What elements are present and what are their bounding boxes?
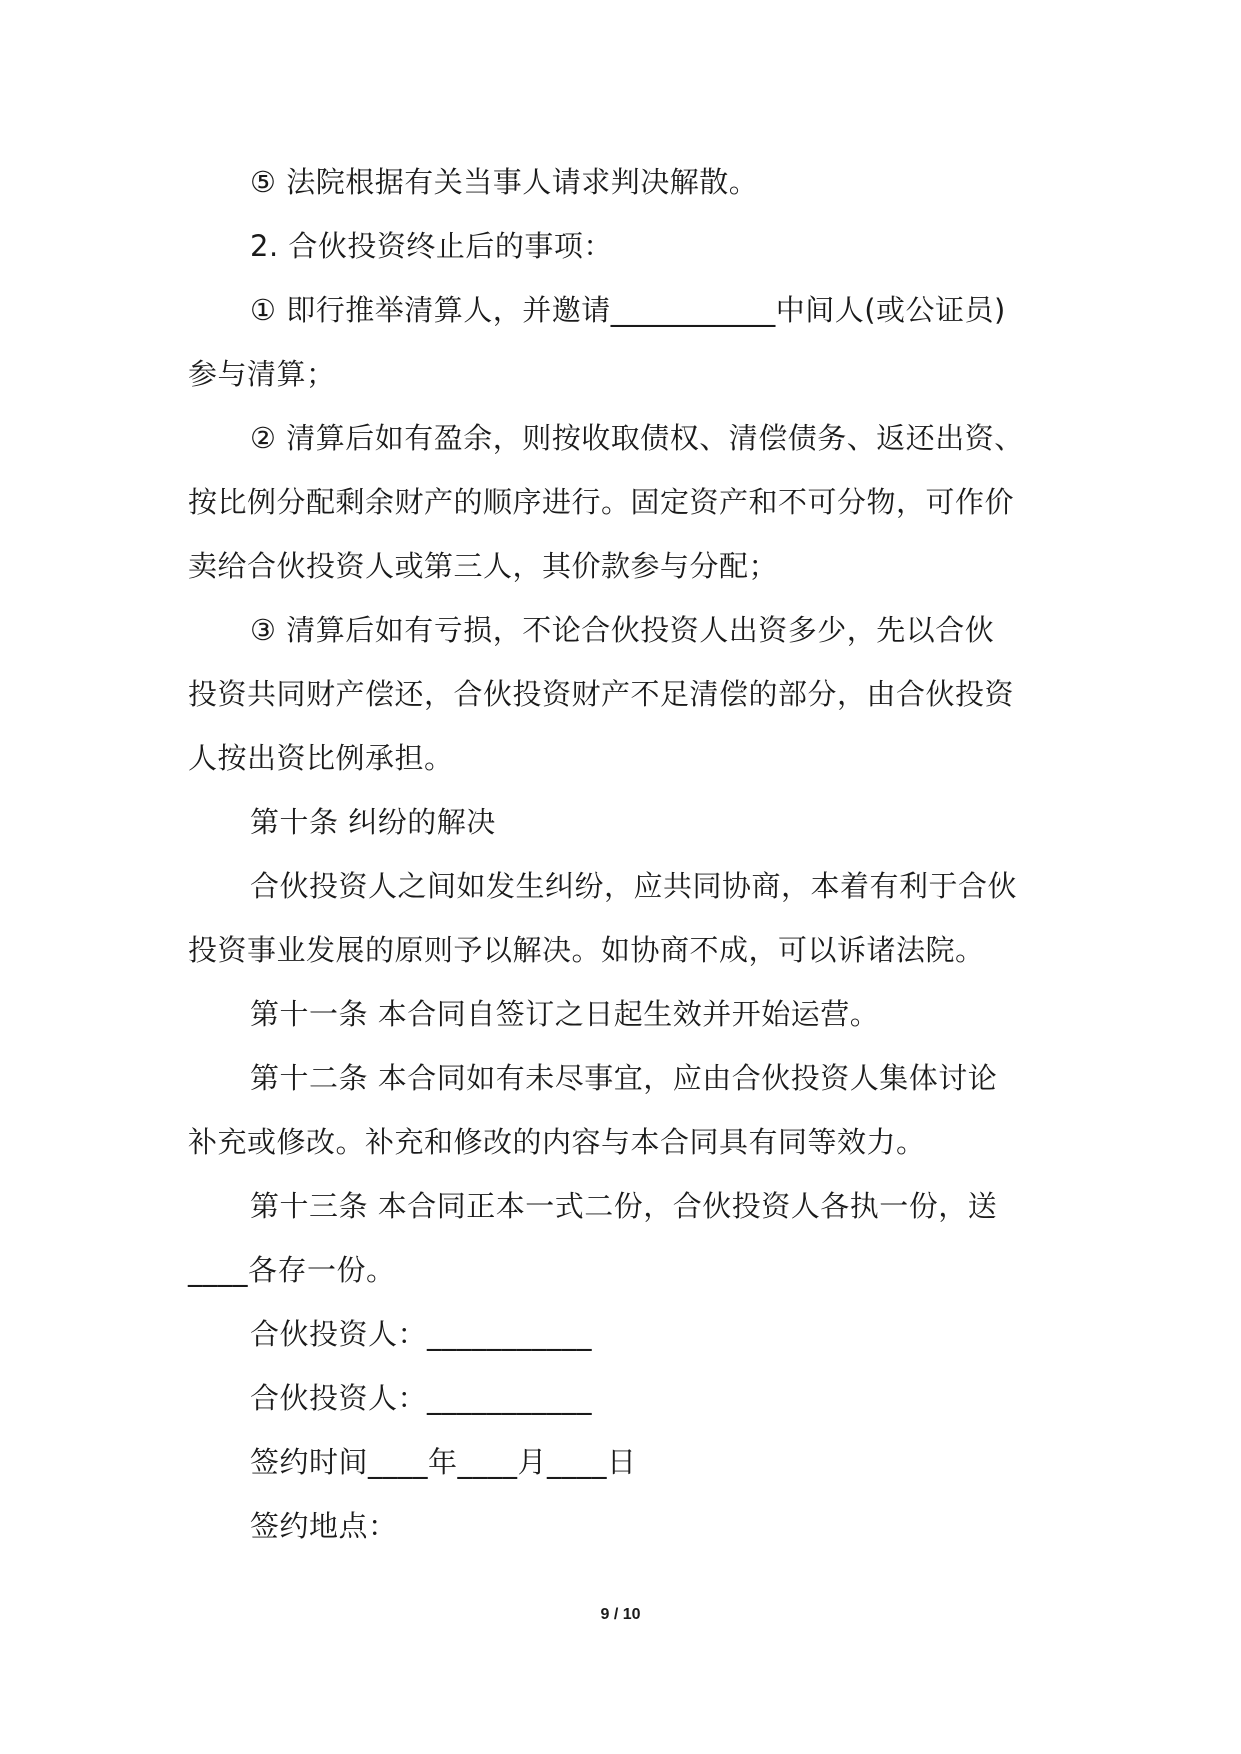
signature-field-investor-2: 合伙投资人：___________ [250,1381,593,1415]
paragraph-line: 投资事业发展的原则予以解决。如协商不成，可以诉诸法院。 [188,933,985,967]
signing-place-field: 签约地点： [250,1509,398,1543]
paragraph-line: ① 即行推举清算人，并邀请___________中间人(或公证员) [250,293,1006,327]
article-line: 第十二条 本合同如有未尽事宜，应由合伙投资人集体讨论 [250,1061,998,1095]
paragraph-line: 合伙投资人之间如发生纠纷，应共同协商，本着有利于合伙 [250,869,1018,903]
paragraph-line: 投资共同财产偿还，合伙投资财产不足清偿的部分，由合伙投资 [188,677,1015,711]
article-heading: 第十条 纠纷的解决 [250,805,496,839]
article-line: 第十一条 本合同自签订之日起生效并开始运营。 [250,997,880,1031]
paragraph-line: ____各存一份。 [188,1253,396,1287]
page-number: 9 / 10 [600,1606,641,1623]
paragraph-line: ② 清算后如有盈余，则按收取债权、清偿债务、返还出资、 [250,421,1024,455]
section-heading-after-termination: 2. 合伙投资终止后的事项： [250,229,613,263]
article-line: 第十三条 本合同正本一式二份，合伙投资人各执一份，送 [250,1189,998,1223]
signature-field-investor-1: 合伙投资人：___________ [250,1317,593,1351]
clause-dissolution-court: ⑤ 法院根据有关当事人请求判决解散。 [250,165,759,199]
paragraph-line: 参与清算； [188,357,336,391]
paragraph-line: 按比例分配剩余财产的顺序进行。固定资产和不可分物，可作价 [188,485,1015,519]
paragraph-line: 卖给合伙投资人或第三人，其价款参与分配； [188,549,779,583]
document-body [188,150,1058,1558]
signing-date-field: 签约时间____年____月____日 [250,1445,637,1479]
paragraph-line: ③ 清算后如有亏损，不论合伙投资人出资多少，先以合伙 [250,613,995,647]
paragraph-line: 补充或修改。补充和修改的内容与本合同具有同等效力。 [188,1125,926,1159]
paragraph-line: 人按出资比例承担。 [188,741,454,775]
